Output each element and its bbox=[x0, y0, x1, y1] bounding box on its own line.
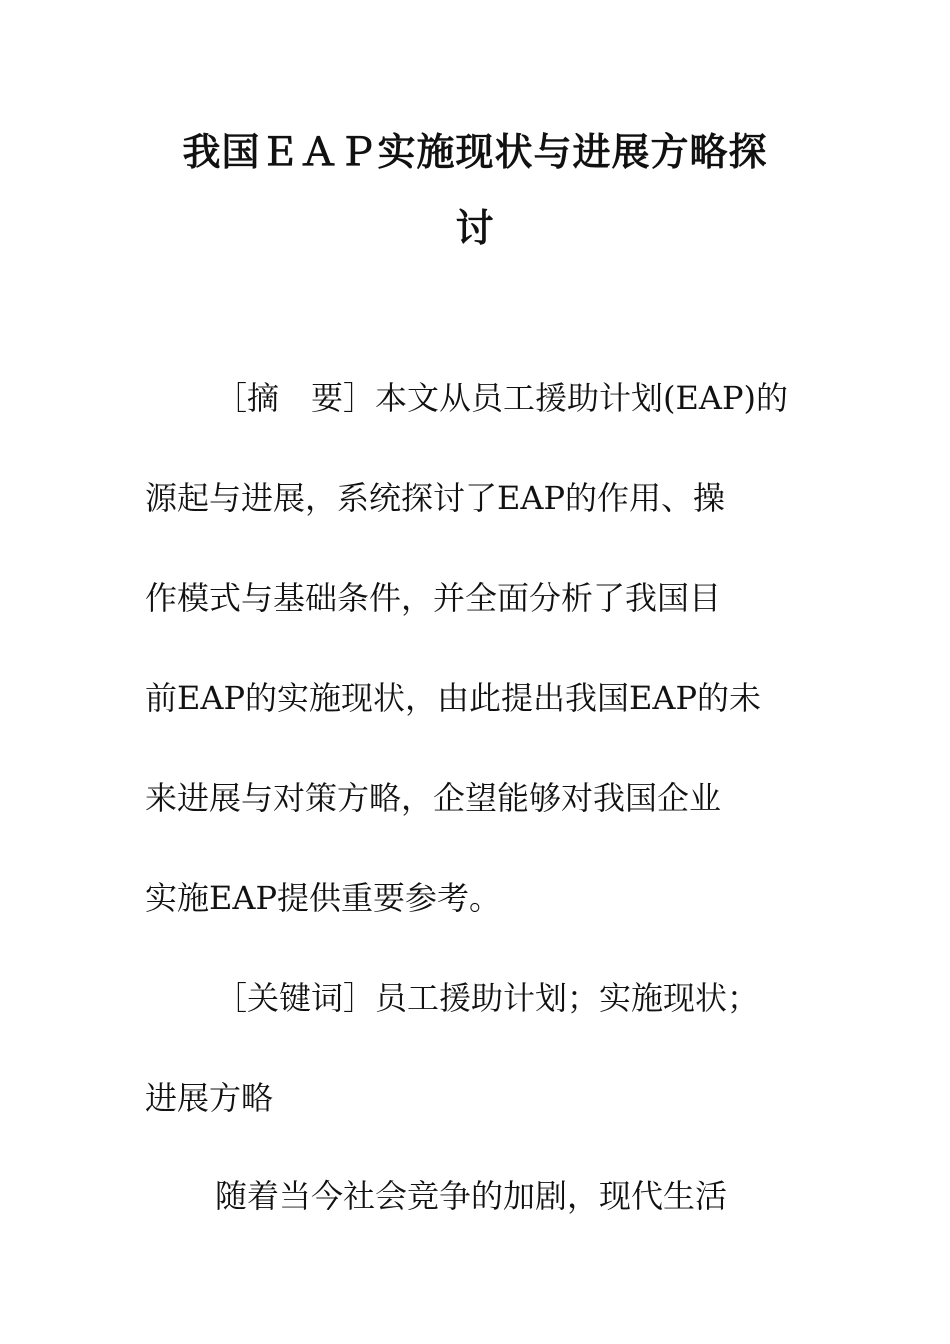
abstract-line-5: 来进展与对策方略，企望能够对我国企业 bbox=[145, 779, 722, 817]
abstract-line-6: 实施EAP提供重要参考。 bbox=[145, 879, 502, 917]
document-title-line-1: 我国ＥＡＰ实施现状与进展方略探 bbox=[182, 129, 768, 174]
abstract-line-1: ［摘 要］本文从员工援助计划(EAP)的 bbox=[215, 379, 788, 417]
keywords-line-1: ［关键词］员工援助计划；实施现状； bbox=[215, 979, 760, 1017]
abstract-line-2: 源起与进展，系统探讨了EAP的作用、操 bbox=[145, 479, 726, 517]
keywords-line-2: 进展方略 bbox=[145, 1079, 274, 1117]
body-paragraph-line-1: 随着当今社会竞争的加剧，现代生活 bbox=[215, 1177, 728, 1215]
abstract-line-4: 前EAP的实施现状，由此提出我国EAP的未 bbox=[145, 679, 762, 717]
abstract-line-3: 作模式与基础条件，并全面分析了我国目 bbox=[145, 579, 722, 617]
document-title-line-2: 讨 bbox=[455, 205, 495, 250]
